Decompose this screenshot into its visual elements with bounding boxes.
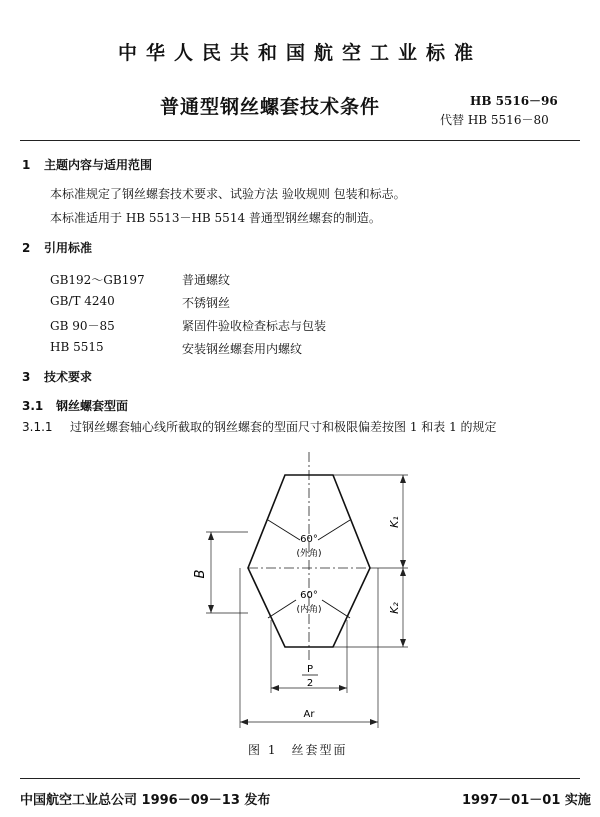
dimension-b-label: B: [193, 569, 208, 579]
arrow-head: [400, 639, 406, 647]
arrow-head: [400, 560, 406, 568]
dimension-ar-label: Ar: [303, 709, 315, 720]
section-1-paragraph-1: 本标准规定了钢丝螺套技术要求、试验方法 验收规则 包装和标志。: [50, 187, 406, 201]
section-2-number: 2: [22, 241, 31, 255]
section-2-heading: [22, 239, 92, 256]
arrow-head: [208, 605, 214, 613]
issuing-organization: 中华人民共和国航空工业标准: [117, 42, 482, 64]
dimension-p-label: P: [306, 664, 314, 675]
arrow-head: [208, 532, 214, 540]
subsection-3-1-number: 3.1: [22, 399, 44, 413]
page-title: 普通型钢丝螺套技术条件: [160, 96, 381, 118]
section-1-paragraph-2: 本标准适用于 HB 5513－HB 5514 普通型钢丝螺套的制造。: [50, 211, 381, 225]
arrow-head: [271, 685, 279, 691]
inner-angle-leader-right: [322, 600, 350, 618]
issue-date: 中国航空工业总公司 1996－09－13 发布: [20, 793, 271, 808]
arrow-head: [339, 685, 347, 691]
reference-code: GB 90－85: [50, 319, 115, 333]
section-3-heading: [22, 368, 92, 385]
arrow-head: [400, 568, 406, 576]
outer-angle-leader-left: [268, 520, 300, 540]
standard-number: HB 5516－96: [470, 94, 558, 108]
arrow-head: [370, 719, 378, 725]
reference-code: GB/T 4240: [50, 294, 115, 308]
subsection-3-1-heading: [22, 397, 128, 414]
dimension-k2-label: K₂: [388, 602, 401, 614]
footer-divider: [20, 778, 580, 779]
reference-code: HB 5515: [50, 340, 104, 354]
outer-angle-leader-right: [318, 520, 350, 540]
outer-angle-value: 60°: [300, 534, 318, 545]
dimension-k1-label: K₁: [388, 516, 401, 528]
reference-name: 紧固件验收检查标志与包装: [182, 319, 327, 333]
arrow-head: [400, 475, 406, 483]
reference-name: 普通螺纹: [182, 273, 231, 287]
reference-code: GB192～GB197: [50, 273, 145, 287]
subsection-3-1-title: 钢丝螺套型面: [56, 399, 129, 413]
section-2-title: 引用标准: [44, 241, 93, 255]
dimension-p-divisor: 2: [306, 678, 314, 689]
clause-3-1-1: [22, 418, 497, 435]
thread-profile-figure: [180, 440, 440, 740]
arrow-head: [240, 719, 248, 725]
replaces-standard: 代替 HB 5516－80: [440, 113, 549, 127]
section-1-heading: [22, 156, 152, 173]
inner-angle-value: 60°: [300, 590, 318, 601]
inner-angle-leader-left: [268, 600, 296, 618]
clause-3-1-1-text: 过钢丝螺套轴心线所截取的钢丝螺套的型面尺寸和极限偏差按图 1 和表 1 的规定: [70, 420, 497, 434]
clause-3-1-1-number: 3.1.1: [22, 420, 53, 434]
reference-name: 不锈钢丝: [182, 296, 231, 310]
section-3-title: 技术要求: [44, 370, 93, 384]
reference-name: 安装钢丝螺套用内螺纹: [182, 342, 303, 356]
implementation-date: 1997－01－01 实施: [462, 793, 591, 808]
outer-angle-name: (外角): [296, 549, 322, 559]
figure-caption: 图 1 丝套型面: [248, 743, 348, 757]
inner-angle-name: (内角): [296, 605, 322, 615]
header-divider: [20, 140, 580, 141]
section-3-number: 3: [22, 370, 31, 384]
section-1-title: 主题内容与适用范围: [44, 158, 153, 172]
section-1-number: 1: [22, 158, 31, 172]
